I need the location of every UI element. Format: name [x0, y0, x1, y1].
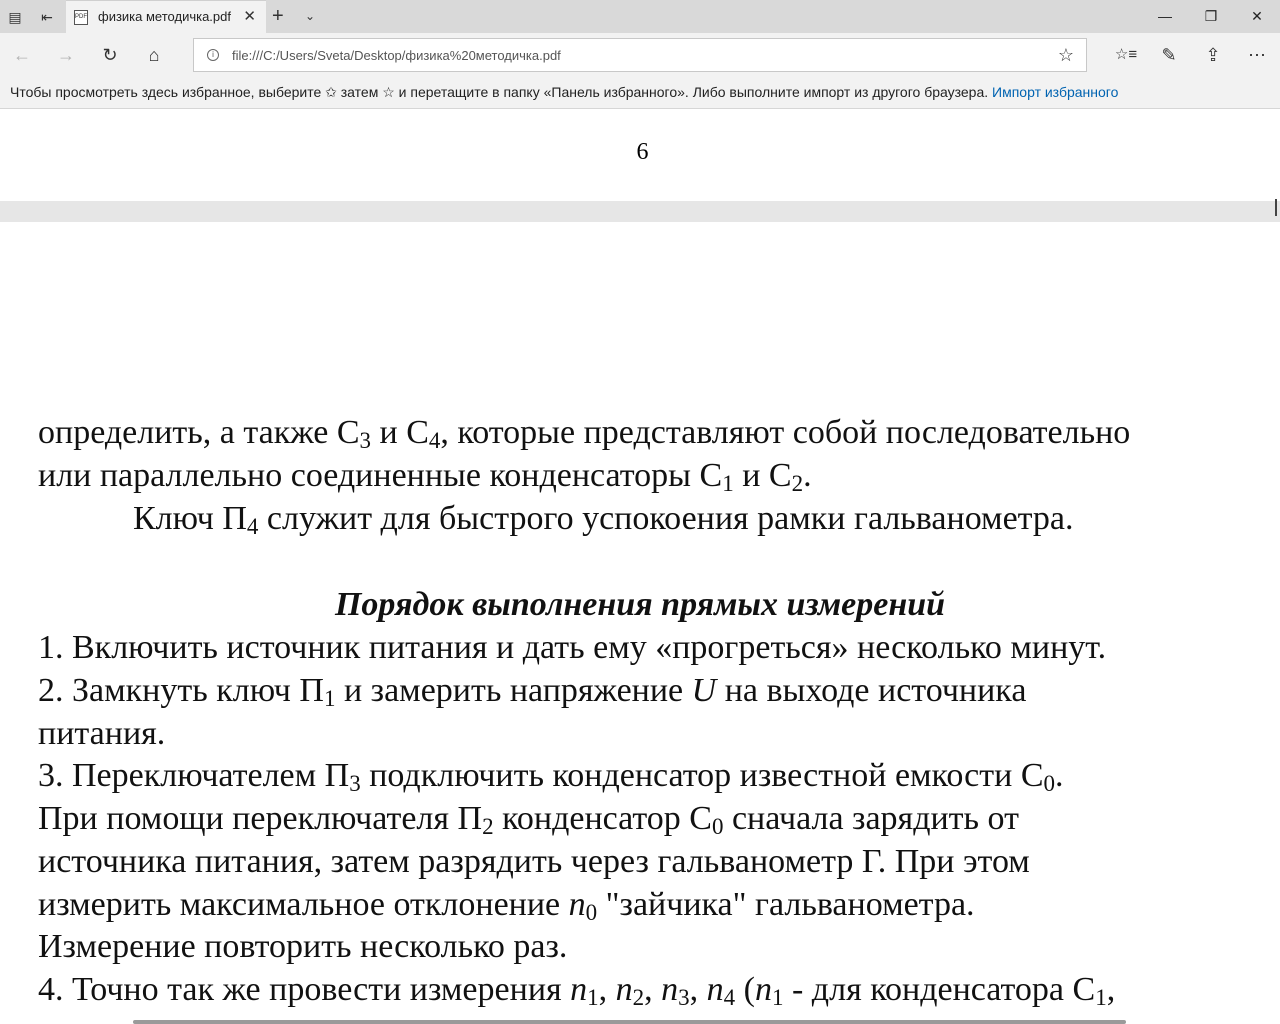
- more-button[interactable]: ⋯: [1248, 45, 1266, 65]
- list-item: 1. Включить источник питания и дать ему «прогреться» несколько минут.: [38, 629, 1107, 666]
- list-item: 2. Замкнуть ключ $П_1$ и замерить напряжение U на выходе источника: [38, 672, 1027, 711]
- home-button[interactable]: ⌂: [148, 45, 160, 65]
- url-input[interactable]: [232, 39, 992, 71]
- forward-button[interactable]: →: [57, 45, 75, 65]
- section-heading: Порядок выполнения прямых измерений: [334, 586, 946, 623]
- text-line: питания.: [38, 715, 166, 752]
- text-line: При помощи переключателя $П_2$ конденсатор $C_0$ сначала зарядить от: [38, 800, 1019, 839]
- tab-preview-chevron-icon[interactable]: ⌄: [305, 9, 316, 23]
- tab-bar: [0, 0, 1280, 33]
- web-note-button[interactable]: ✎: [1161, 45, 1177, 65]
- pdf-icon: PDF: [74, 10, 88, 25]
- set-tabs-aside-icon[interactable]: ⇤: [41, 9, 53, 25]
- list-item: 4. Точно так же провести измерения $n_1$, $n_2$, $n_3$, $n_4$ ($n_1$ - для конденсатора $C_1$,: [38, 971, 1116, 1010]
- close-window-button[interactable]: ✕: [1251, 8, 1263, 24]
- page-separator: [0, 201, 1280, 222]
- refresh-button[interactable]: ↻: [102, 45, 118, 65]
- horizontal-scrollbar[interactable]: [133, 1020, 1126, 1024]
- vertical-scrollbar[interactable]: [1275, 199, 1277, 216]
- restore-button[interactable]: ❐: [1204, 8, 1218, 24]
- pdf-viewer[interactable]: [0, 109, 1280, 1024]
- list-item: 3. Переключателем $П_3$ подключить конденсатор известной емкости $C_0$.: [38, 757, 1064, 796]
- tab-title: физика методичка.pdf: [98, 9, 231, 24]
- import-favorites-link[interactable]: Импорт избранного: [992, 84, 1119, 100]
- back-button[interactable]: ←: [13, 45, 31, 65]
- favorites-message-text: Чтобы просмотреть здесь избранное, выберите ✩ затем ☆ и перетащите в папку «Панель избранного». Либо выполните импорт из другого браузера.: [10, 84, 993, 100]
- minimize-button[interactable]: —: [1158, 8, 1172, 24]
- text-line: или параллельно соединенные конденсаторы $C_1$ и $C_2$.: [38, 457, 812, 496]
- info-icon[interactable]: i: [207, 49, 219, 61]
- favorites-bar: [0, 77, 1280, 109]
- page-number: 6: [636, 139, 649, 165]
- favorite-star-icon[interactable]: ☆: [1057, 45, 1074, 65]
- address-bar[interactable]: [193, 38, 1087, 72]
- text-line: Измерение повторить несколько раз.: [38, 928, 568, 965]
- text-line: Ключ $П_4$ служит для быстрого успокоения рамки гальванометра.: [133, 500, 1074, 539]
- text-line: источника питания, затем разрядить через гальванометр Г. При этом: [38, 843, 1030, 880]
- navigation-bar: [0, 33, 1280, 77]
- favorites-message: [10, 77, 1118, 108]
- text-line: измерить максимальное отклонение $n_0$ "зайчика" гальванометра.: [38, 886, 975, 925]
- text-line: определить, а также $C_3$ и $C_4$, которые представляют собой последовательно: [38, 414, 1131, 453]
- tab-pdf[interactable]: [66, 0, 266, 33]
- favorites-hub-button[interactable]: ☆≡: [1114, 46, 1138, 63]
- tab-close-icon[interactable]: ✕: [243, 8, 256, 25]
- tab-sets-icon[interactable]: ▤: [8, 9, 22, 25]
- new-tab-button[interactable]: +: [272, 5, 284, 27]
- share-button[interactable]: ⇪: [1205, 45, 1221, 65]
